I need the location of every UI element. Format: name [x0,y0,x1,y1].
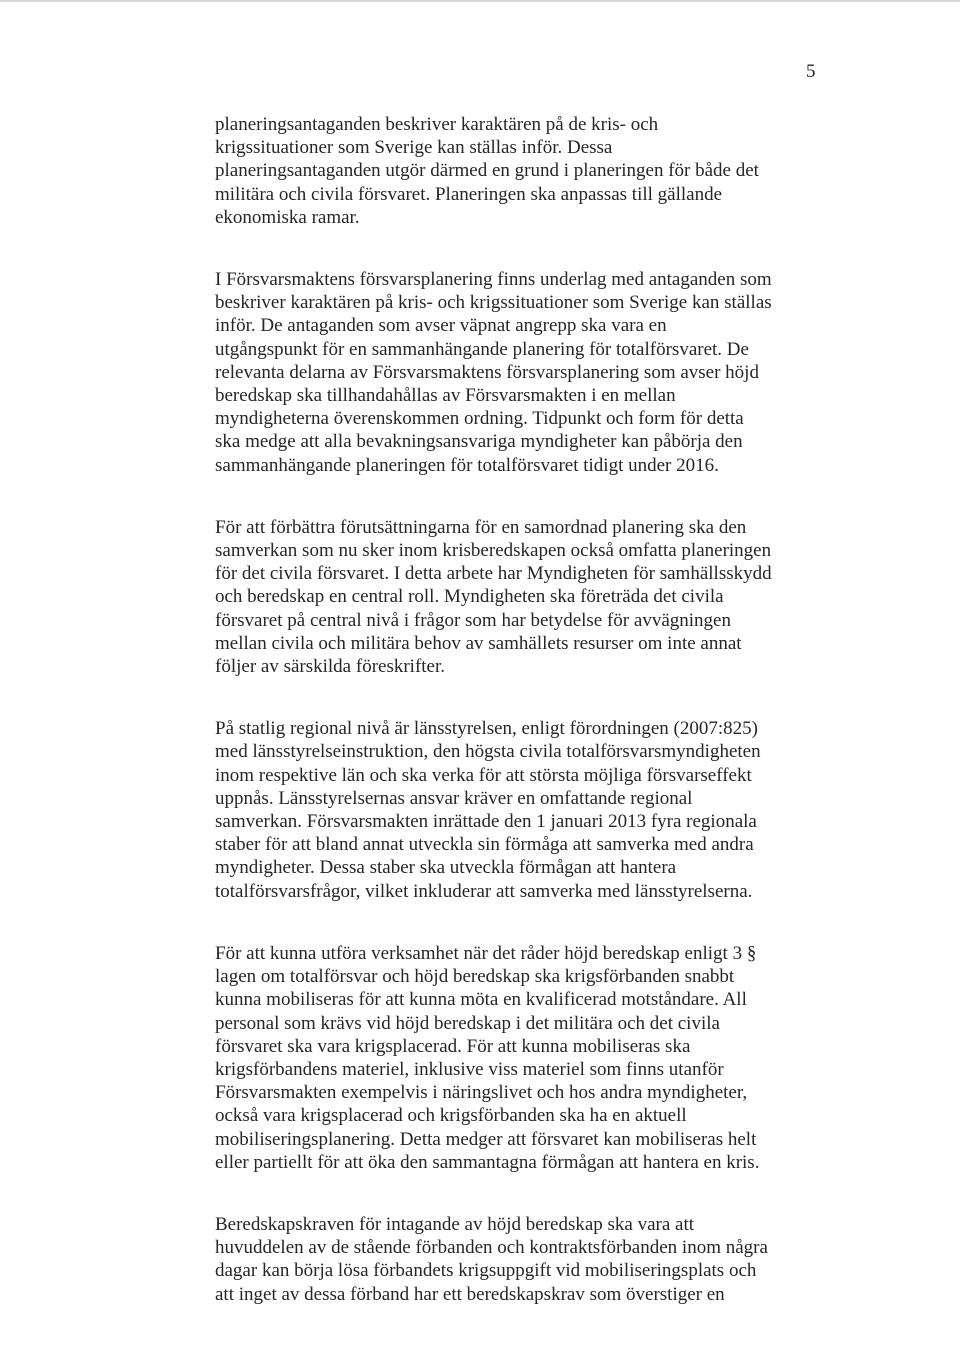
text-line: militära och civila försvaret. Planeringen ska anpassas till gällande [215,183,723,205]
text-line: totalförsvarsfrågor, vilket inkluderar att samverka med länsstyrelserna. [215,880,753,902]
paragraph-5 [215,942,825,1174]
text-line: myndigheterna överenskommen ordning. Tidpunkt och form för detta [215,408,744,430]
text-line: beskriver karaktären på kris- och krigssituationer som Sverige kan ställas [215,292,772,314]
text-line: För att kunna utföra verksamhet när det råder höjd beredskap enligt 3 § [215,942,757,964]
text-line: mellan civila och militära behov av samhällets resurser om inte annat [215,632,742,654]
text-line: dagar kan börja lösa förbandets krigsuppgift vid mobiliseringsplats och [215,1260,757,1282]
paragraph-4 [215,717,825,903]
text-line: För att förbättra förutsättningarna för en samordnad planering ska den [215,516,747,538]
text-line: ska medge att alla bevakningsansvariga myndigheter kan påbörja den [215,431,743,453]
text-line: att inget av dessa förband har ett beredskapskrav som överstiger en [215,1283,725,1305]
text-line: Beredskapskraven för intagande av höjd beredskap ska vara att [215,1213,695,1235]
scan-top-edge [0,0,960,2]
text-line: Försvarsmakten exempelvis i näringslivet och hos andra myndigheter, [215,1082,748,1104]
text-line: krigssituationer som Sverige kan ställas inför. Dessa [215,137,613,159]
text-line: planeringsantaganden beskriver karaktären på de kris- och [215,114,659,135]
text-line: beredskap ska tillhandahållas av Försvarsmakten i en mellan [215,385,676,407]
text-line: inom respektive län och ska verka för att största möjliga försvarseffekt [215,764,752,786]
paragraph-2 [215,268,825,477]
text-line: inför. De antaganden som avser väpnat angrepp ska vara en [215,315,667,337]
text-line: mobiliseringsplanering. Detta medger att försvaret kan mobiliseras helt [215,1128,757,1150]
paragraph-1 [215,113,825,229]
text-line: samverkan. Försvarsmakten inrättade den 1 januari 2013 fyra regionala [215,811,757,833]
text-line: och beredskap en central roll. Myndigheten ska företräda det civila [215,586,724,608]
text-line: eller partiellt för att öka den sammantagna förmågan att hantera en kris. [215,1151,760,1173]
text-line: staber för att bland annat utveckla sin förmåga att samverka med andra [215,834,754,856]
text-line: personal som krävs vid höjd beredskap i det militära och det civila [215,1012,720,1034]
text-line: I Försvarsmaktens försvarsplanering finns underlag med antaganden som [215,269,772,291]
text-line: huvuddelen av de stående förbanden och kontraktsförbanden inom några [215,1237,768,1259]
text-line: ekonomiska ramar. [215,206,360,228]
paragraph-6 [215,1213,825,1306]
text-line: lagen om totalförsvar och höjd beredskap ska krigsförbanden snabbt [215,966,735,988]
text-line: myndigheter. Dessa staber ska utveckla förmågan att hantera [215,857,677,879]
text-line: På statlig regional nivå är länsstyrelsen, enligt förordningen (2007:825) [215,718,758,740]
text-line: sammanhängande planeringen för totalförsvaret tidigt under 2016. [215,454,719,476]
text-line: krigsförbandens materiel, inklusive viss materiel som finns utanför [215,1058,724,1080]
text-line: med länsstyrelseinstruktion, den högsta civila totalförsvarsmyndigheten [215,741,761,763]
paragraph-3 [215,516,825,678]
text-line: uppnås. Länsstyrelsernas ansvar kräver en omfattande regional [215,787,693,809]
text-line: relevanta delarna av Försvarsmaktens försvarsplanering som avser höjd [215,361,759,383]
page-number: 5 [806,61,816,82]
text-line: försvaret ska vara krigsplacerad. För att kunna mobiliseras ska [215,1035,691,1057]
text-line: planeringsantaganden utgör därmed en grund i planeringen för både det [215,160,759,182]
text-line: kunna mobiliseras för att kunna möta en kvalificerad motståndare. All [215,989,747,1011]
text-line: utgångspunkt för en sammanhängande planering för totalförsvaret. De [215,338,749,360]
text-line: följer av särskilda föreskrifter. [215,656,446,678]
text-line: för det civila försvaret. I detta arbete har Myndigheten för samhällsskydd [215,563,772,585]
text-line: också vara krigsplacerad och krigsförbanden ska ha en aktuell [215,1105,687,1127]
text-line: samverkan som nu sker inom krisberedskapen också omfatta planeringen [215,540,772,562]
document-body [215,113,825,1345]
text-line: försvaret på central nivå i frågor som har betydelse för avvägningen [215,609,731,631]
